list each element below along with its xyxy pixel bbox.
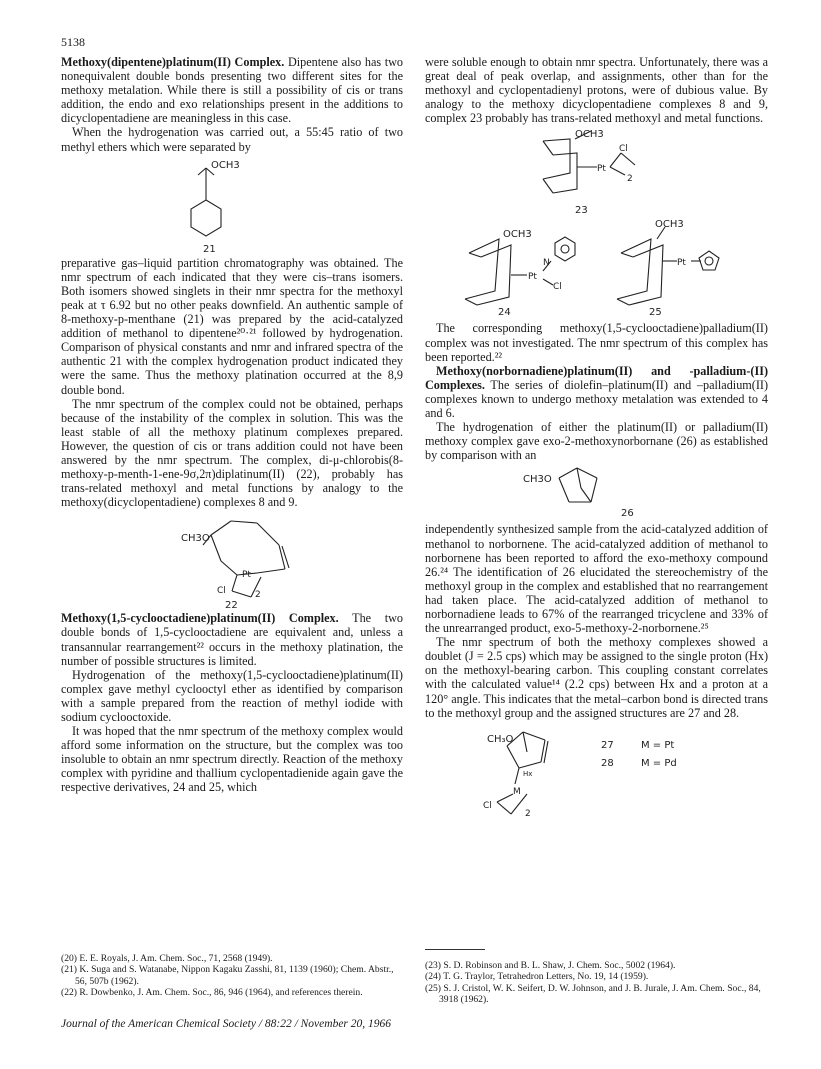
paragraph: The hydrogenation of either the platinum(II) or palladium(II) methoxy complex gave exo-2-methoxynorbornane (26) as established by comparison with an	[425, 420, 768, 463]
group-label: OCH3	[655, 219, 684, 231]
paragraph: Hydrogenation of the methoxy(1,5-cyclooctadiene)platinum(II) complex gave methyl cyclooctyl ether as identified by comparison with a sample prepared from the reaction of methyl iodide with sodium cyclooctoxide.	[61, 667, 403, 724]
footnote: (22) R. Dowbenko, J. Am. Chem. Soc., 86, 946 (1964), and references therein.	[61, 987, 363, 999]
structure-23-24-25	[425, 127, 768, 319]
compound-label: 22	[225, 600, 238, 610]
structure-27-28	[425, 722, 768, 820]
footnotes-left	[61, 953, 403, 999]
paragraph: independently synthesized sample from the acid-catalyzed addition of methanol to norbornene. The acid-catalyzed addition of methanol to norbornene has been reported to afford the exo-methoxy compound 26.²⁴ The identification of 26 elucidated the stereochemistry of the methoxyl group in the complex and established that no rearrangement had taken place. The acid-catalyzed addition of methanol to norbornadiene leads to 67% of the rearranged tricyclene and 33% of the unrearranged product, exo-5-methoxy-2-norbornene.²⁵	[425, 522, 768, 636]
compound-label: 26	[621, 508, 634, 520]
page-number: 5138	[61, 35, 85, 49]
compound-label: 21	[203, 243, 216, 254]
paragraph: The nmr spectrum of the complex could not be obtained, perhaps because of the instability of the complex in solution. This was the least stable of all the methoxy platinum complexes prepared. However, the question of cis or trans addition could not have been answered by the nmr spectrum. The complex, di-μ-chlorobis(8-methoxy-p-menth-1-ene-9σ,2π)diplatinum(II) (22), probably has trans-related methoxyl and metal functions by analogy to the methoxy(dicyclopentadiene) complexes 8 and 9.	[61, 396, 403, 510]
group-label: OCH3	[575, 129, 604, 141]
paragraph: Dipentene also has two nonequivalent double bonds presenting two different sites for the methoxy metalation. While there is still a possibility of cis or trans addition, the endo and exo relationships present in the additions to dicyclopentadiene are meaningless in this case.	[61, 55, 403, 126]
right-column	[425, 55, 768, 822]
footnote: (25) S. J. Cristol, W. K. Seifert, D. W. Johnson, and J. B. Jurale, J. Am. Chem. Soc., 84, 3918 (1962).	[425, 982, 761, 1006]
paragraph: preparative gas–liquid partition chromatography was obtained. The nmr spectrum of each indicated that they were cis–trans isomers. Both isomers showed singlets in their nmr spectra for the methoxyl peak at τ 6.92 but no other peaks downfield. An authentic sample of 8-methoxy-p-menthane (21) was prepared by the acid-catalyzed addition of methanol to dipentene²⁰·²¹ followed by hydrogenation. Comparison of physical constants and nmr and infrared spectra of the authentic 21 with the complex hydrogenation product indicated they were the same. Thus the methoxy platination occurred at the 8,9 double bond.	[61, 255, 403, 397]
svg-text:CH₃O: CH₃O	[487, 733, 514, 745]
section-norbornadiene	[425, 364, 768, 420]
paragraph: The two double bonds of 1,5-cyclooctadiene are equivalent and, unless a transannular rearrangement²² occurs in the methoxy platination, the number of possible structures is limited.	[61, 611, 404, 668]
group-label: CH3O	[181, 533, 210, 545]
group-label: OCH3	[211, 159, 240, 171]
svg-text:Cl: Cl	[553, 282, 562, 293]
svg-text:M: M	[513, 786, 521, 797]
svg-text:2: 2	[627, 174, 633, 185]
footnote-divider	[425, 949, 485, 950]
compound-label: 25	[649, 307, 662, 319]
svg-text:2: 2	[525, 808, 531, 819]
svg-text:Pt: Pt	[677, 258, 686, 269]
paragraph: were soluble enough to obtain nmr spectra. Unfortunately, there was a great deal of peak overlap, and assignments, other than for the methoxyl and cyclopentadienyl protons, were of dubious value. By analogy to the methoxy dicyclopentadiene complexes 8 and 9, complex 23 probably has trans-related methoxyl and metal functions.	[425, 55, 768, 126]
metal-label: M = Pd	[641, 757, 677, 769]
svg-text:N: N	[543, 258, 550, 269]
svg-text:Cl: Cl	[483, 800, 492, 811]
group-label: OCH3	[503, 229, 532, 241]
structure-21	[61, 156, 403, 254]
compound-label: 27	[601, 739, 614, 751]
footnotes-right	[425, 960, 768, 1006]
section-heading: Methoxy(1,5-cyclooctadiene)platinum(II) Complex.	[61, 611, 339, 626]
section-dipentene	[61, 55, 403, 125]
journal-footer: Journal of the American Chemical Society / 88:22 / November 20, 1966	[61, 1018, 392, 1030]
paragraph: The nmr spectrum of both the methoxy complexes showed a doublet (J = 2.5 cps) which may be assigned to the single proton (Hx) on the methoxyl-bearing carbon. This coupling constant correlates with the calculated value¹⁴ (2.2 cps) between Hx and a proton at a 120° angle. This indicates that the metal–carbon bond is directed trans to the methoxyl group and the assigned structures are 27 and 28.	[425, 635, 768, 720]
group-label: CH3O	[523, 474, 552, 486]
footnote: (24) T. G. Traylor, Tetrahedron Letters, No. 19, 14 (1959).	[425, 971, 649, 983]
compound-label: 24	[498, 307, 511, 319]
footnote: (21) K. Suga and S. Watanabe, Nippon Kagaku Zasshi, 81, 1139 (1960); Chem. Abstr., 56, 507b (1962).	[61, 964, 394, 987]
section-heading: Methoxy(norbornadiene)platinum(II) and -palladium-(II) Complexes.	[425, 363, 768, 392]
svg-text:2: 2	[255, 590, 261, 601]
structure-22	[61, 511, 403, 609]
structure-26	[425, 464, 768, 520]
section-cyclooctadiene	[61, 611, 403, 667]
paragraph: It was hoped that the nmr spectrum of the methoxy complex would afford some information on the structure, but the complex was too insoluble to obtain an nmr spectrum directly. Reaction of the methoxy complex with pyridine and thallium cyclopentadienide again gave the respective derivatives, 24 and 25, which	[61, 724, 403, 795]
footnote: (20) E. E. Royals, J. Am. Chem. Soc., 71, 2568 (1949).	[61, 953, 273, 964]
svg-text:Cl: Cl	[217, 586, 226, 597]
svg-text:Hx: Hx	[523, 769, 533, 778]
paragraph: The series of diolefin–platinum(II) and –palladium(II) complexes known to undergo methoxy metalation was extended to 4 and 6.	[425, 377, 768, 421]
footnote: (23) S. D. Robinson and B. L. Shaw, J. Chem. Soc., 5002 (1964).	[425, 960, 676, 971]
svg-text:Pt: Pt	[242, 570, 251, 581]
paragraph: When the hydrogenation was carried out, a 55:45 ratio of two methyl ethers which were separated by	[61, 125, 403, 154]
left-column	[61, 55, 403, 795]
section-heading: Methoxy(dipentene)platinum(II) Complex.	[61, 55, 285, 69]
metal-label: M = Pt	[641, 739, 675, 751]
svg-text:Cl: Cl	[619, 144, 628, 155]
svg-text:Pt: Pt	[597, 164, 606, 175]
compound-label: 23	[575, 205, 588, 217]
paragraph: The corresponding methoxy(1,5-cyclooctadiene)palladium(II) complex was not investigated. The nmr spectrum of this complex has been reported.²²	[425, 321, 768, 364]
svg-text:Pt: Pt	[528, 272, 537, 283]
compound-label: 28	[601, 757, 614, 769]
